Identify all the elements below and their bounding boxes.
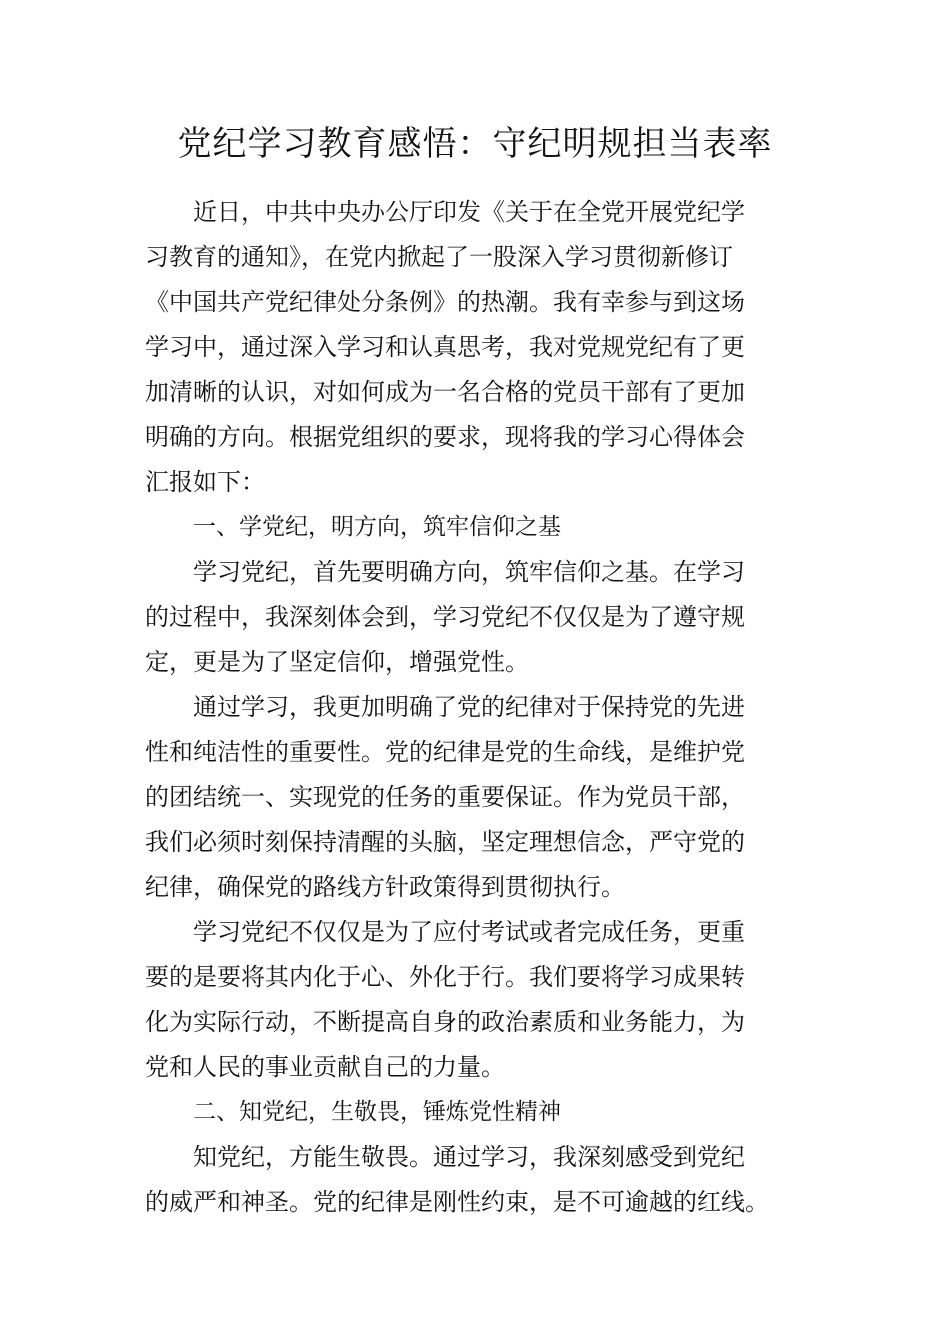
section-heading xyxy=(145,505,800,550)
paragraph-line: 近日，中共中央办公厅印发《关于在全党开展党纪学 xyxy=(193,198,745,226)
document-title: 党纪学习教育感悟：守纪明规担当表率 xyxy=(177,124,773,164)
paragraph-line: 性和纯洁性的重要性。党的纪律是党的生命线，是维护党 xyxy=(145,738,745,766)
paragraph-line: 通过学习，我更加明确了党的纪律对于保持党的先进 xyxy=(193,693,745,721)
paragraph-line: 的过程中，我深刻体会到，学习党纪不仅仅是为了遵守规 xyxy=(145,603,745,631)
paragraph-line: 的威严和神圣。党的纪律是刚性约束，是不可逾越的红线。 xyxy=(145,1188,769,1216)
paragraph-line: 化为实际行动，不断提高自身的政治素质和业务能力，为 xyxy=(145,1008,745,1036)
body-paragraph xyxy=(145,1135,800,1225)
paragraph-line: 《中国共产党纪律处分条例》的热潮。我有幸参与到这场 xyxy=(145,288,745,316)
paragraph-line: 学习党纪不仅仅是为了应付考试或者完成任务，更重 xyxy=(193,918,745,946)
document-body xyxy=(145,190,800,1225)
paragraph-line: 汇报如下： xyxy=(145,468,265,496)
paragraph-line: 的团结统一、实现党的任务的重要保证。作为党员干部， xyxy=(145,783,745,811)
paragraph-line: 明确的方向。根据党组织的要求，现将我的学习心得体会 xyxy=(145,423,745,451)
paragraph-line: 二、知党纪，生敬畏，锤炼党性精神 xyxy=(193,1099,561,1125)
paragraph-line: 习教育的通知》，在党内掀起了一股深入学习贯彻新修订 xyxy=(145,243,733,271)
paragraph-line: 一、学党纪，明方向，筑牢信仰之基 xyxy=(193,514,561,540)
paragraph-line: 我们必须时刻保持清醒的头脑，坚定理想信念，严守党的 xyxy=(145,828,745,856)
paragraph-line: 定，更是为了坚定信仰，增强党性。 xyxy=(145,648,529,676)
paragraph-line: 学习中，通过深入学习和认真思考，我对党规党纪有了更 xyxy=(145,333,745,361)
paragraph-line: 知党纪，方能生敬畏。通过学习，我深刻感受到党纪 xyxy=(193,1143,745,1171)
body-paragraph xyxy=(145,190,800,505)
paragraph-line: 加清晰的认识，对如何成为一名合格的党员干部有了更加 xyxy=(145,378,745,406)
body-paragraph xyxy=(145,685,800,910)
paragraph-line: 学习党纪，首先要明确方向，筑牢信仰之基。在学习 xyxy=(193,558,745,586)
body-paragraph xyxy=(145,910,800,1090)
body-paragraph xyxy=(145,550,800,685)
paragraph-line: 党和人民的事业贡献自己的力量。 xyxy=(145,1053,505,1081)
paragraph-line: 纪律，确保党的路线方针政策得到贯彻执行。 xyxy=(145,873,625,901)
paragraph-line: 要的是要将其内化于心、外化于行。我们要将学习成果转 xyxy=(145,963,745,991)
section-heading xyxy=(145,1090,800,1135)
